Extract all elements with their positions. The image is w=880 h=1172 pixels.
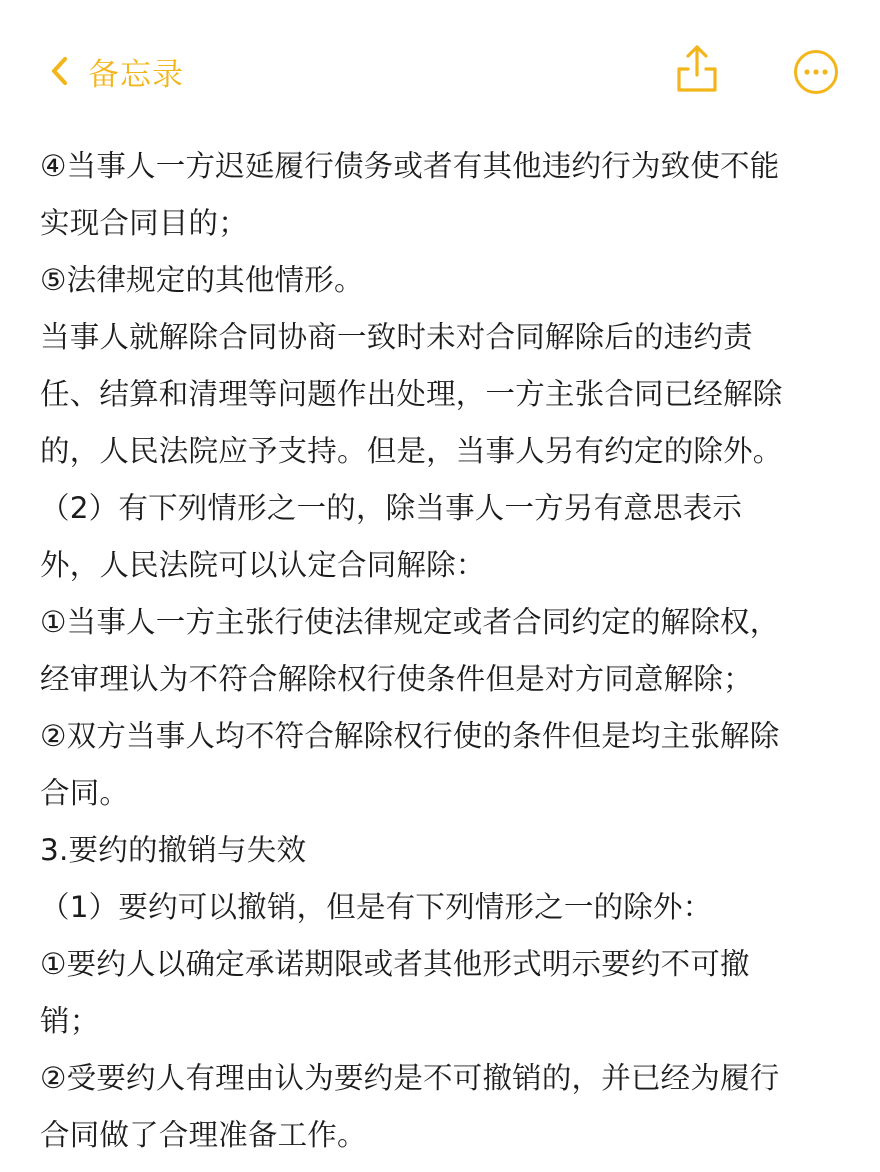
note-line: 当事人就解除合同协商一致时未对合同解除后的违约责 [40,320,753,354]
note-line: ①当事人一方主张行使法律规定或者合同约定的解除权， [40,605,780,639]
back-label: 备忘录 [88,56,184,93]
note-line: ④当事人一方迟延履行债务或者有其他违约行为致使不能 [40,149,780,183]
note-line: ②双方当事人均不符合解除权行使的条件但是均主张解除 [40,719,780,753]
share-button[interactable] [674,42,720,94]
note-line: ①要约人以确定承诺期限或者其他形式明示要约不可撤 [40,947,750,981]
note-line: 实现合同目的； [40,206,248,240]
navigation-bar [0,0,880,140]
note-body[interactable] [40,138,840,1164]
note-line: 任、结算和清理等问题作出处理，一方主张合同已经解除 [40,377,783,411]
note-line: （1）要约可以撤销，但是有下列情形之一的除外： [40,890,713,924]
note-line: 经审理认为不符合解除权行使条件但是对方同意解除； [40,662,753,696]
note-line: ②受要约人有理由认为要约是不可撤销的，并已经为履行 [40,1061,780,1095]
more-ellipsis-icon [793,80,839,99]
note-line: 合同。 [40,776,130,810]
note-line: 外，人民法院可以认定合同解除： [40,548,486,582]
note-line: （2）有下列情形之一的，除当事人一方另有意思表示 [40,491,743,525]
back-button[interactable] [50,48,184,94]
share-icon [674,79,720,98]
more-button[interactable] [793,49,839,95]
note-line: 合同做了合理准备工作。 [40,1118,367,1152]
note-line: 的，人民法院应予支持。但是，当事人另有约定的除外。 [40,434,783,468]
note-line: 销； [40,1004,100,1038]
note-line: 3.要约的撤销与失效 [40,833,307,867]
note-line: ⑤法律规定的其他情形。 [40,263,364,297]
chevron-left-icon [50,56,68,86]
